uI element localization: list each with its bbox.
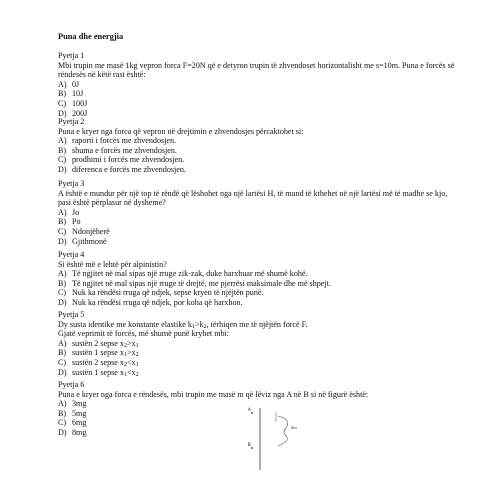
question-text-2: Gjatë veprimit të forcës, më shumë punë kryhet mbi: <box>58 329 230 339</box>
option-a: A) Të ngjitet në mal sipas një rruge zik-zak, duke harxhuar më shumë kohë. <box>58 269 308 279</box>
question-4 <box>58 250 458 308</box>
question-5 <box>58 310 458 377</box>
question-text: Si është më e lehtë për alpinistin? <box>58 259 167 269</box>
question-1 <box>58 51 458 118</box>
point-b-label: B <box>248 442 251 447</box>
option-a: A) 3mg <box>58 399 87 409</box>
option-c: C) prodhimi i forcës me zhvendosjen. <box>58 155 185 165</box>
option-d: D) sustën 1 sepse $x_1<x_2$ <box>58 367 139 378</box>
option-d: D) 200J <box>58 108 88 118</box>
option-a: A) 0J <box>58 79 80 89</box>
option-c: C) Nuk ka rëndësi rruga që ndjek, sepse kryen të njëjtën punë. <box>58 288 264 298</box>
point-a-label: A <box>248 407 251 412</box>
option-d: D) Gjithmonë <box>58 236 107 246</box>
option-a: A) Jo <box>58 207 80 217</box>
option-b: B) 5mg <box>58 408 87 418</box>
option-c: C) sustën 2 sepse $x_2<x_1$ <box>58 357 139 368</box>
option-b: B) 10J <box>58 89 84 99</box>
question-heading: Pyetja 1 <box>58 51 85 60</box>
option-b: B) Të ngjitet në mal sipas një rruge të drejtë, me pjerrësi maksimale dhe më shpejt. <box>58 278 331 288</box>
path-figure <box>238 402 308 472</box>
dimension-label: 5m <box>291 426 297 430</box>
question-text: Puna e kryer nga forca e rëndesës, mbi trupin me masë m që lëviz nga A në B si në figurë është: <box>58 389 369 399</box>
option-c: C) 6mg <box>58 418 87 428</box>
question-heading: Pyetja 5 <box>58 310 85 319</box>
point-b-dot <box>251 447 253 449</box>
point-a-dot <box>251 412 253 414</box>
option-d: D) 8mg <box>58 427 87 437</box>
question-text: A është e mundur për një top të rëndë që lëshohet nga një lartësi H, të mund të kthehet në një lartësi më të madhe se kjo, pasi është përplasur në dysheme? <box>58 188 448 208</box>
option-b: B) Po <box>58 217 81 227</box>
question-text: Puna e kryer nga forca që vepron në drejtimin e zhvendosjes përcaktohet si: <box>58 126 304 136</box>
curved-path <box>278 416 288 446</box>
question-heading: Pyetja 3 <box>58 179 85 188</box>
option-b: B) shuma e forcës me zhvendosjen. <box>58 145 177 155</box>
question-text: Dy susta identike me konstante elastike $k_1>k_2$, tërhiqen me të njëjtën forcë F. <box>58 319 308 330</box>
option-a: A) sustën 2 sepse $x_2>x_1$ <box>58 338 139 349</box>
option-d: D) diferenca e forcës me zhvendosjen. <box>58 164 186 174</box>
question-2 <box>58 117 458 175</box>
option-a: A) raporti i forcës me zhvendosjen. <box>58 136 177 146</box>
option-d: D) Nuk ka rëndësi rruga që ndjek, por koha që harxhon. <box>58 297 243 307</box>
question-heading: Pyetja 6 <box>58 380 85 389</box>
option-c: C) 100J <box>58 98 88 108</box>
question-heading: Pyetja 2 <box>58 117 85 126</box>
option-b: B) sustën 1 sepse $x_1>x_2$ <box>58 348 139 359</box>
question-heading: Pyetja 4 <box>58 250 85 259</box>
question-text: Mbi trupin me masë 1kg vepron forca F=20N që e detyron trupin të zhvendoset horizontalisht me s=10m. Puna e forcës së rëndesës në këtë rast është: <box>58 60 455 80</box>
option-c: C) Ndonjëherë <box>58 226 110 236</box>
question-3 <box>58 179 458 246</box>
document-title: Puna dhe energjia <box>58 32 124 41</box>
